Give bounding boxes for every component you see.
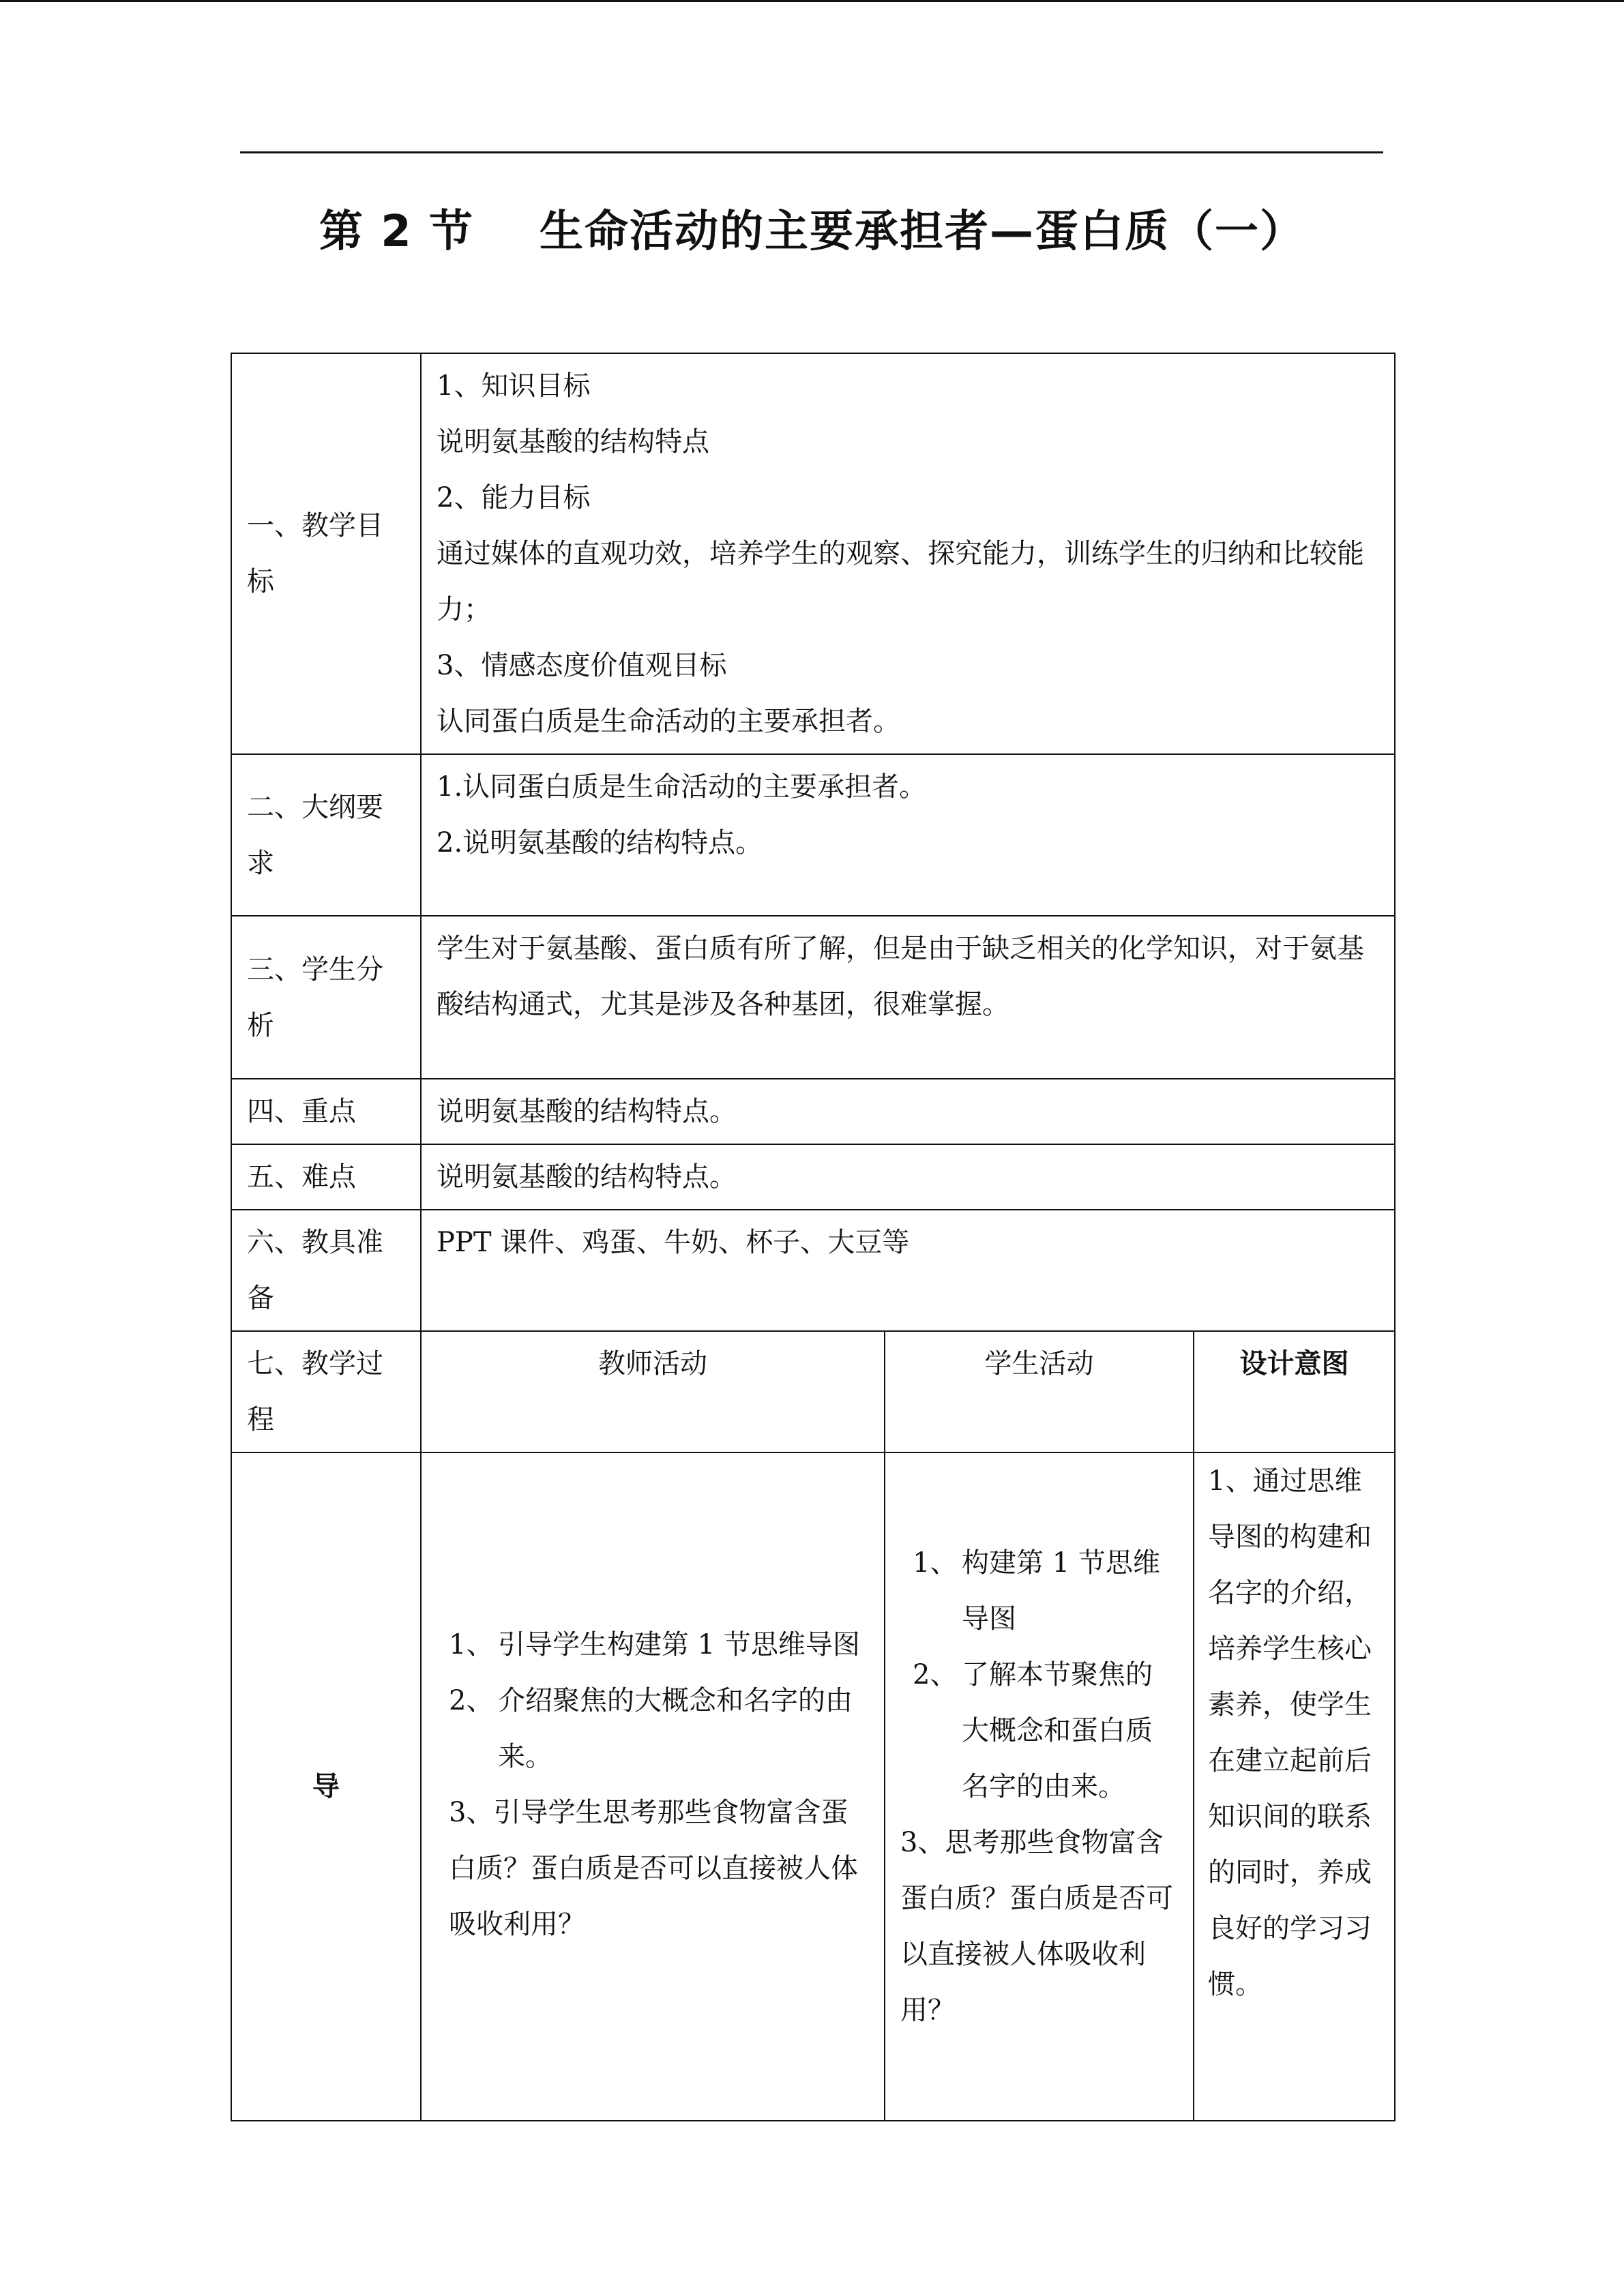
item-number: 2、 (913, 1659, 958, 1690)
design-intent: 1、通过思维导图的构建和名字的介绍，培养学生核心素养，使学生在建立起前后知识间的联系的同时，养成良好的学习习惯。 (1194, 1452, 1395, 2121)
header-student-activity: 学生活动 (885, 1331, 1194, 1452)
content-key-point: 说明氨基酸的结构特点。 (421, 1079, 1395, 1144)
section-title: 生命活动的主要承担者—蛋白质（一） (540, 207, 1305, 257)
item-text: 介绍聚焦的大概念和名字的由来。 (498, 1685, 853, 1772)
list-item (449, 1673, 869, 1785)
goal-line: 通过媒体的直观功效，培养学生的观察、探究能力，训练学生的归纳和比较能力； (437, 538, 1364, 625)
item-number: 2、 (449, 1685, 494, 1716)
student-activity-item-3: 3、思考那些食物富含蛋白质？蛋白质是否可以直接被人体吸收利用？ (900, 1827, 1173, 2026)
item-number: 1、 (913, 1547, 958, 1579)
lesson-plan-table (231, 353, 1396, 2121)
label-teaching-process: 七、教学过程 (231, 1331, 421, 1452)
syllabus-line: 2.说明氨基酸的结构特点。 (437, 827, 763, 859)
label-student-analysis: 三、学生分析 (231, 916, 421, 1079)
row-materials (231, 1210, 1395, 1331)
student-activity-list (900, 1535, 1178, 1815)
label-key-point: 四、重点 (231, 1079, 421, 1144)
content-student-analysis: 学生对于氨基酸、蛋白质有所了解，但是由于缺乏相关的化学知识，对于氨基酸结构通式，尤其是涉及各种基团，很难掌握。 (421, 916, 1395, 1079)
goal-line: 3、情感态度价值观目标 (437, 650, 727, 681)
label-syllabus: 二、大纲要求 (231, 754, 421, 916)
goal-line: 认同蛋白质是生命活动的主要承担者。 (437, 706, 900, 737)
header-rule (240, 151, 1383, 153)
list-item (913, 1647, 1178, 1815)
goal-line: 说明氨基酸的结构特点 (437, 426, 709, 458)
goal-line: 1、知识目标 (437, 370, 591, 402)
student-activity (885, 1452, 1194, 2121)
row-difficulty (231, 1144, 1395, 1210)
item-number: 1、 (449, 1629, 494, 1660)
syllabus-line: 1.认同蛋白质是生命活动的主要承担者。 (437, 771, 927, 803)
stage-lead-in: 导 (231, 1452, 421, 2121)
row-process-header (231, 1331, 1395, 1452)
page-title (0, 196, 1624, 259)
section-number: 第 2 节 (319, 207, 475, 257)
row-lead-in (231, 1452, 1395, 2121)
header-teacher-activity: 教师活动 (421, 1331, 885, 1452)
content-syllabus (421, 754, 1395, 916)
item-text: 引导学生构建第 1 节思维导图 (498, 1629, 860, 1660)
row-student-analysis (231, 916, 1395, 1079)
label-teaching-goals: 一、教学目标 (231, 353, 421, 754)
content-materials: PPT 课件、鸡蛋、牛奶、杯子、大豆等 (421, 1210, 1395, 1331)
page-top-border (0, 0, 1624, 2)
row-syllabus (231, 754, 1395, 916)
teacher-activity-list (449, 1617, 869, 1785)
item-text: 构建第 1 节思维导图 (962, 1547, 1160, 1635)
item-text: 了解本节聚焦的大概念和蛋白质名字的由来。 (962, 1659, 1153, 1802)
row-teaching-goals (231, 353, 1395, 754)
goal-line: 2、能力目标 (437, 482, 591, 513)
row-key-point (231, 1079, 1395, 1144)
list-item (449, 1617, 869, 1673)
content-teaching-goals (421, 353, 1395, 754)
list-item (913, 1535, 1178, 1647)
content-difficulty: 说明氨基酸的结构特点。 (421, 1144, 1395, 1210)
label-difficulty: 五、难点 (231, 1144, 421, 1210)
label-materials: 六、教具准备 (231, 1210, 421, 1331)
teacher-activity (421, 1452, 885, 2121)
header-design-intent: 设计意图 (1194, 1331, 1395, 1452)
teacher-activity-item-3: 3、引导学生思考那些食物富含蛋白质？蛋白质是否可以直接被人体吸收利用？ (449, 1797, 858, 1940)
